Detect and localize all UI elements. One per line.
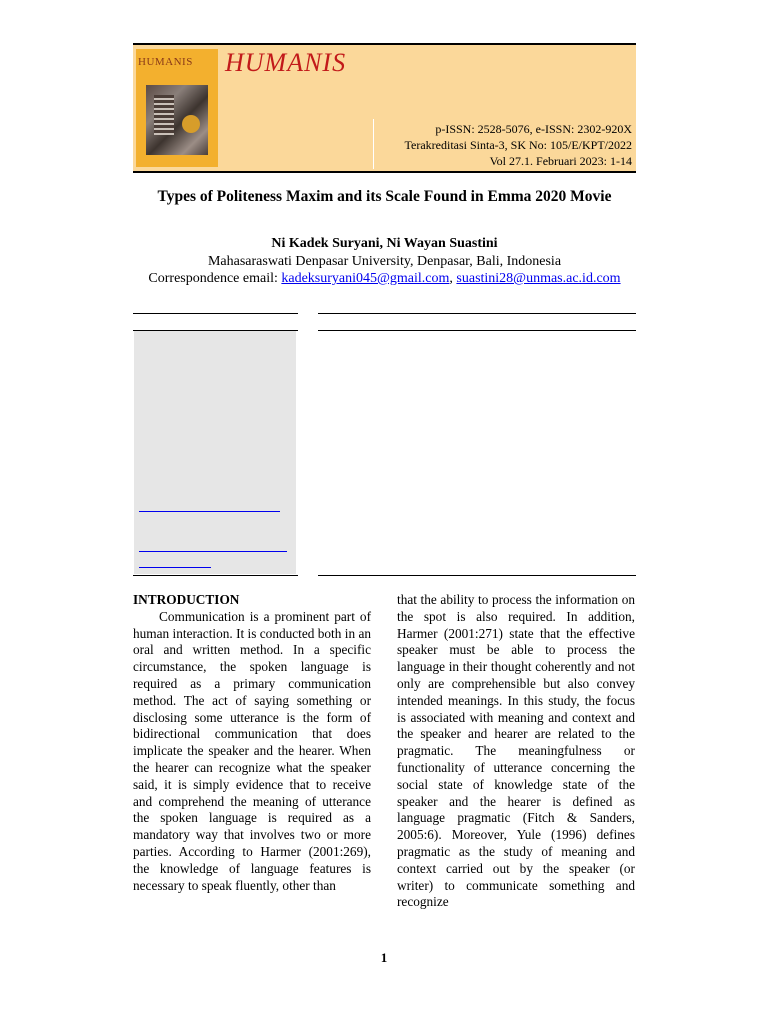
page-number: 1 (380, 950, 388, 965)
cover-title: HUMANIS (138, 56, 193, 68)
right-rule-top (318, 313, 636, 314)
correspondence (133, 271, 636, 287)
affiliation: Mahasaraswati Denpasar University, Denpasar, Bali, Indonesia (207, 254, 562, 269)
section-heading: INTRODUCTION (133, 592, 240, 607)
header-divider (373, 119, 374, 169)
right-rule-bottom (318, 575, 636, 576)
paragraph-right: that the ability to process the information on the spot is also required. In addition, Harmer (2001:271) state that the effective speaker must be able to process the language in their thought coherently and not only are comprehensible but also convey intended meanings. In this study, the focus is associated with meaning and context and the speaker and hearer are related to the pragmatic. The meaningfulness or functionality of utterance concerning the social state of knowledge state of the speaker and the hearer is defined as language pragmatic (Fitch & Sanders, 2005:6). Moreover, Yule (1996) defines pragmatic as the study of meaning and context carried out by the speaker (or writer) to communicate something and recognize (397, 592, 635, 910)
volume-info: Vol 27.1. Februari 2023: 1-14 (489, 154, 632, 168)
email-link-2[interactable]: suastini28@unmas.ac.id.com (456, 271, 621, 286)
paragraph-left: Communication is a prominent part of human interaction. It is conducted both in an oral and written method. In a specific circumstance, the spoken language is required as a primary communication method. The act of saying something or disclosing some utterance is the form of bidirectional communication that does implicate the speaker and the hearer. When the hearer can recognize what the speaker said, it is simply evidence that to receive and comprehend the meaning of utterance the spoken language is required as a mandatory way that involves two or more parties. According to Harmer (2001:269), the knowledge of language features is necessary to speak fluently, other than (133, 608, 371, 893)
correspondence-label: Correspondence email: (148, 271, 282, 286)
body-column-right (397, 592, 635, 911)
cover-artwork (146, 85, 208, 155)
paper-title: Types of Politeness Maxim and its Scale Found in Emma 2020 Movie (157, 188, 612, 205)
email-separator: , (449, 271, 457, 286)
left-rule-bottom (133, 575, 298, 576)
accreditation: Terakreditasi Sinta-3, SK No: 105/E/KPT/2022 (404, 138, 632, 152)
article-info-link-3[interactable] (139, 567, 211, 568)
left-rule-top (133, 313, 298, 314)
article-info-box (134, 331, 296, 574)
journal-header (133, 43, 636, 173)
article-info-link-2[interactable] (139, 551, 287, 552)
journal-meta (405, 121, 632, 169)
article-info-link-1[interactable] (139, 511, 280, 512)
email-link-1[interactable]: kadeksuryani045@gmail.com (281, 271, 450, 286)
body-column-left (133, 592, 371, 894)
journal-name: HUMANIS (225, 48, 347, 77)
journal-cover-image (136, 49, 218, 167)
issn: p-ISSN: 2528-5076, e-ISSN: 2302-920X (435, 122, 632, 136)
right-rule-second (318, 330, 636, 331)
authors: Ni Kadek Suryani, Ni Wayan Suastini (271, 236, 498, 251)
